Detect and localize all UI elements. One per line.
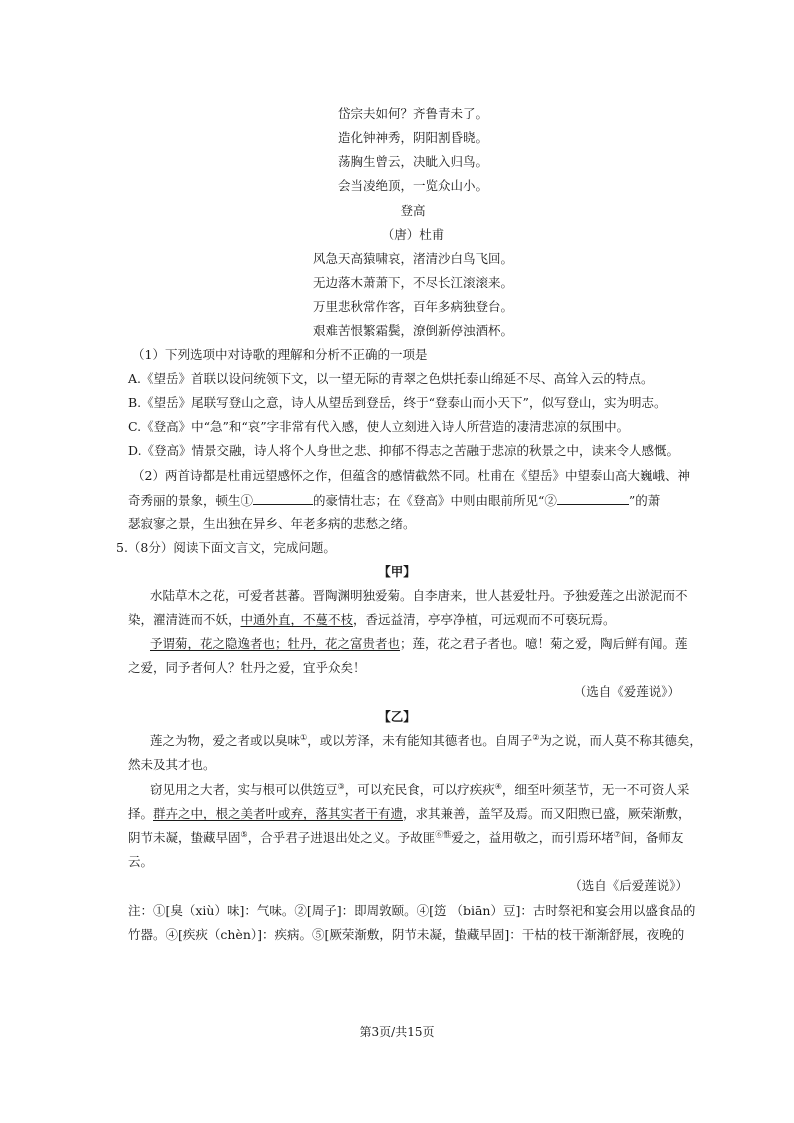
underlined-sentence: 中通外直，不蔓不枝: [240, 612, 354, 627]
passage-line: [128, 806, 691, 822]
footnote-marker: ⑥惟: [435, 829, 452, 839]
poem-author: （唐）杜甫: [381, 227, 445, 242]
question-stem: （2）两首诗都是杜甫远望感怀之作，但蕴含的感情截然不同。杜甫在《望岳》中望泰山高大巍峨、神: [132, 468, 690, 483]
underlined-sentence: 群卉之中，根之美者叶或弃，落其实者干有遗: [153, 806, 404, 821]
annotation-line: 注：①[臭（xiù）味]：气味。②[周子]：即周敦颐。④[笾 （biān）豆]：古时祭祀和宴会用以盛食品的: [128, 903, 696, 918]
poem-line: 荡胸生曾云，决眦入归鸟。: [337, 154, 488, 169]
passage-line: [150, 782, 689, 798]
passage-text: ，或以芳泽，未有能知其德者也。自周子: [307, 733, 533, 748]
footnote-marker: ⑤: [240, 829, 248, 839]
passage-text: 爱之，益用敬之，而引焉环堵: [451, 830, 614, 845]
passage-text: 择。: [128, 806, 154, 821]
poem-line: 造化钟神秀，阴阳割昏晓。: [337, 130, 488, 145]
passage-text: 莲之为物，爱之者或以臭味: [150, 733, 301, 748]
underlined-sentence: 予谓菊，花之隐逸者也；牡丹，花之富贵者也: [150, 636, 401, 651]
section-title-jia: 【甲】: [378, 564, 416, 579]
option-b: B.《望岳》尾联写登山之意，诗人从望岳到登岳，终于“登泰山而小天下”，似写登山，实为明志。: [128, 395, 667, 410]
poem-line: 风急天高猿啸哀，渚清沙白鸟飞回。: [312, 251, 513, 266]
footnote-marker: ⑦: [613, 829, 621, 839]
annotation-line: 竹器。④[疾疢（chèn）]：疾病。⑤[厥荣渐敷，阴节未凝，蛰藏早固]：干枯的枝干渐渐舒展，夜晚的: [128, 927, 685, 942]
passage-text: ，可以充民食，可以疗疾疢: [344, 782, 495, 797]
fill-in-line: [128, 492, 660, 509]
section-title-yi: 【乙】: [378, 709, 416, 724]
answer-blank[interactable]: [253, 492, 313, 505]
passage-text: ；莲，花之君子者也。噫！菊之爱，陶后鲜有闻。莲: [400, 636, 688, 651]
passage-text: ，求其兼善，盖罕及焉。而又阳煦已盛，厥荣渐敷，: [403, 806, 691, 821]
poem-title: 登高: [400, 203, 426, 218]
fill-in-continuation: 瑟寂寥之景，生出独在异乡、年老多病的悲愁之绪。: [128, 516, 416, 531]
poem-line: 会当凌绝顶，一览众山小。: [337, 178, 488, 193]
passage-text: ，香远益清，亭亭净植，可远观而不可亵玩焉。: [353, 612, 616, 627]
passage-text: 为之说，而人莫不称其德矣，: [539, 733, 702, 748]
passage-text: 染，濯清涟而不妖，: [128, 612, 241, 627]
poem-line: 艰难苦恨繁霜鬓，潦倒新停浊酒杯。: [312, 323, 513, 338]
passage-line: 然未及其才也。: [128, 757, 216, 772]
passage-text: 窃见用之大者，实与根可以供笾豆: [150, 782, 338, 797]
passage-line: [150, 733, 702, 749]
option-c: C.《登高》中“急”和“哀”字非常有代入感，使人立刻进入诗人所营造的凄清悲凉的氛围中。: [128, 419, 630, 434]
question-stem: （1）下列选项中对诗歌的理解和分析不正确的一项是: [132, 347, 428, 362]
passage-source: （选自《后爱莲说》）: [569, 878, 688, 893]
passage-line: 云。: [128, 854, 154, 869]
option-a: A.《望岳》首联以设问统领下文，以一望无际的青翠之色烘托泰山绵延不尽、高耸入云的特点。: [128, 371, 654, 386]
passage-line: 水陆草木之花，可爱者甚蕃。晋陶渊明独爱菊。自李唐来，世人甚爱牡丹。予独爱莲之出淤泥而不: [150, 588, 688, 603]
passage-line: [128, 830, 683, 846]
passage-line: [150, 636, 688, 652]
passage-line: [128, 612, 616, 628]
footnote-marker: ④: [494, 781, 502, 791]
footnote-marker: ①: [300, 732, 308, 742]
footnote-marker: ③: [337, 781, 345, 791]
poem-line: 万里悲秋常作客，百年多病独登台。: [312, 299, 513, 314]
question-stem: 5.（8分）阅读下面文言文，完成问题。: [116, 540, 336, 555]
passage-text: ，细至叶须茎节，无一不可资人采: [501, 782, 690, 797]
passage-text: ，合乎君子进退出处之义。予故匪: [247, 830, 436, 845]
fill-in-text: ”的萧: [628, 493, 661, 508]
fill-in-text: 奇秀丽的景象，顿生①: [128, 493, 254, 508]
page-number: 第3页/共15页: [359, 1025, 435, 1039]
passage-line: 之爱，同予者何人？牡丹之爱，宜乎众矣！: [128, 660, 366, 675]
passage-source: （选自《爱莲说》）: [573, 684, 680, 699]
passage-text: 阴节未凝，蛰藏早固: [128, 830, 241, 845]
footnote-marker: ②: [532, 732, 540, 742]
fill-in-text: 的豪情壮志；在《登高》中则由眼前所见“②: [313, 493, 557, 508]
passage-text: 间，备师友: [620, 830, 684, 845]
option-d: D.《登高》情景交融，诗人将个人身世之悲、抑郁不得志之苦融于悲凉的秋景之中，读来令人感慨。: [128, 443, 680, 458]
answer-blank[interactable]: [557, 492, 629, 505]
poem-line: 岱宗夫如何？齐鲁青未了。: [337, 106, 488, 121]
poem-line: 无边落木萧萧下，不尽长江滚滚来。: [312, 275, 513, 290]
